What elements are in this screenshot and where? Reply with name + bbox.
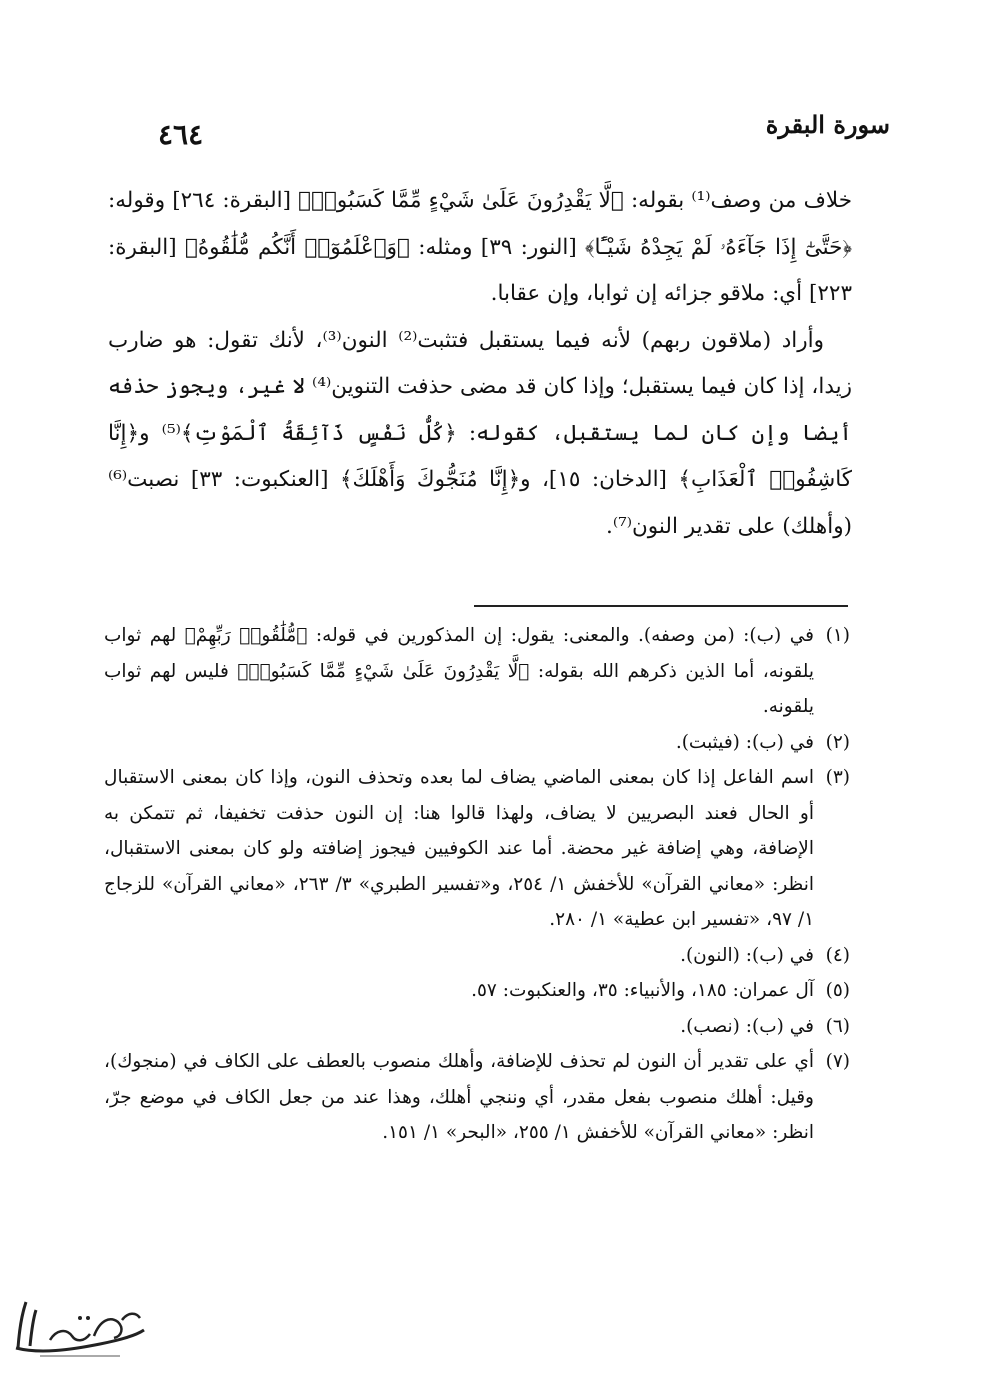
footnote-text: في (ب): (النون).: [680, 944, 814, 966]
body-paragraph: خلاف من وصف⁽¹⁾ بقوله: ﴿لَّا يَقْدِرُونَ عَلَىٰ شَيْءٍ مِّمَّا كَسَبُوا۟﴾ [البقرة: ٢٦٤] وقوله: ﴿حَتَّىٰٓ إِذَا جَآءَهُۥ لَمْ يَجِدْهُ شَيْـًٔا﴾ [النور: ٣٩] ومثله: ﴿وَٱعْلَمُوٓا۟ أَنَّكُم مُّلَٰقُوهُ﴾ [البقرة: ٢٢٣] أي: ملاقو جزائه إن ثوابا، وإن عقابا.: [108, 188, 852, 306]
footnote-text: اسم الفاعل إذا كان بمعنى الماضي يضاف لما بعده وتحذف النون، وإذا كان بمعنى الاستقبال أو الحال فعند البصريين لا يضاف، ولهذا قالوا هنا: إن النون حذفت تخفيفا، ثم تتمكن به الإضافة، وهي إضافة غير محضة. أما عند الكوفيين فيجوز إضافته ولو كان بمعنى الاستقبال، انظر: «معاني القرآن» للأخفش ١/ ٢٥٤، و«تفسير الطبري» ٣/ ٢٦٣، «معاني القرآن» للزجاج ١/ ٩٧، «تفسير ابن عطية» ١/ ٢٨٠.: [104, 767, 815, 930]
footnote: [104, 760, 850, 938]
footnote: [104, 973, 850, 1009]
main-text: [108, 178, 852, 550]
footnotes-section: [104, 618, 850, 1151]
surah-title: سورة البقرة: [765, 110, 890, 139]
footnote: [104, 725, 850, 761]
body-paragraph: وأراد (ملاقون ربهم) لأنه فيما يستقبل فتثبت⁽²⁾ النون⁽³⁾، لأنك تقول: هو ضارب زيدا، إذا كان فيما يستقبل؛ وإذا كان قد مضى حذفت التنوين⁽⁴⁾ لا غير، ويجوز حذفه أيضا وإن كان لما يستقبل، كقوله: ﴿كُلُّ نَفْسٍ ذَآئِقَةُ ٱلْمَوْتِ﴾⁽⁵⁾ و﴿إِنَّا كَاشِفُوا۟ ٱلْعَذَابِ﴾ [الدخان: ١٥]، و﴿إِنَّا مُنَجُّوكَ وَأَهْلَكَ﴾ [العنكبوت: ٣٣] نصبت⁽⁶⁾ (وأهلك) على تقدير النون⁽⁷⁾.: [108, 327, 853, 539]
footnote-number: (٥): [825, 980, 850, 1001]
calligraphy-logo-icon: [10, 1290, 150, 1360]
footnote-number: (٣): [825, 767, 850, 788]
footnote-text: آل عمران: ١٨٥، والأنبياء: ٣٥، والعنكبوت: ٥٧.: [471, 980, 814, 1001]
footnote: [104, 1009, 850, 1045]
publisher-watermark-logo: [10, 1290, 150, 1360]
footnote: [104, 1044, 850, 1151]
footnote-number: (٦): [825, 1015, 850, 1037]
page-number: ٤٦٤: [158, 118, 204, 151]
footnote-text: في (ب): (من وصفه). والمعنى: يقول: إن المذكورين في قوله: ﴿مُّلَٰقُوا۟ رَبِّهِمْ﴾ لهم ثواب يلقونه، أما الذين ذكرهم الله بقوله: ﴿لَّا يَقْدِرُونَ عَلَىٰ شَيْءٍ مِّمَّا كَسَبُوا۟﴾ فليس لهم ثواب يلقونه.: [104, 625, 814, 717]
footnote-number: (٧): [825, 1051, 850, 1072]
footnote-text: في (ب): (نصب).: [680, 1015, 814, 1037]
footnote: [104, 618, 850, 725]
footnote-text: في (ب): (فيثبت).: [675, 731, 814, 753]
footnote-number: (١): [825, 625, 850, 646]
footnote-number: (٤): [825, 944, 850, 966]
footnote-separator: [474, 605, 848, 607]
footnote: [104, 938, 850, 974]
footnote-text: أي على تقدير أن النون لم تحذف للإضافة، وأهلك منصوب بالعطف على الكاف في (منجوك)، وقيل: أهلك منصوب بفعل مقدر، أي وننجي أهلك، وهذا عند من جعل الكاف في موضع جرّ، انظر: «معاني القرآن» للأخفش ١/ ٢٥٥، «البحر» ١/ ١٥١.: [104, 1051, 814, 1143]
footnote-number: (٢): [825, 731, 850, 753]
